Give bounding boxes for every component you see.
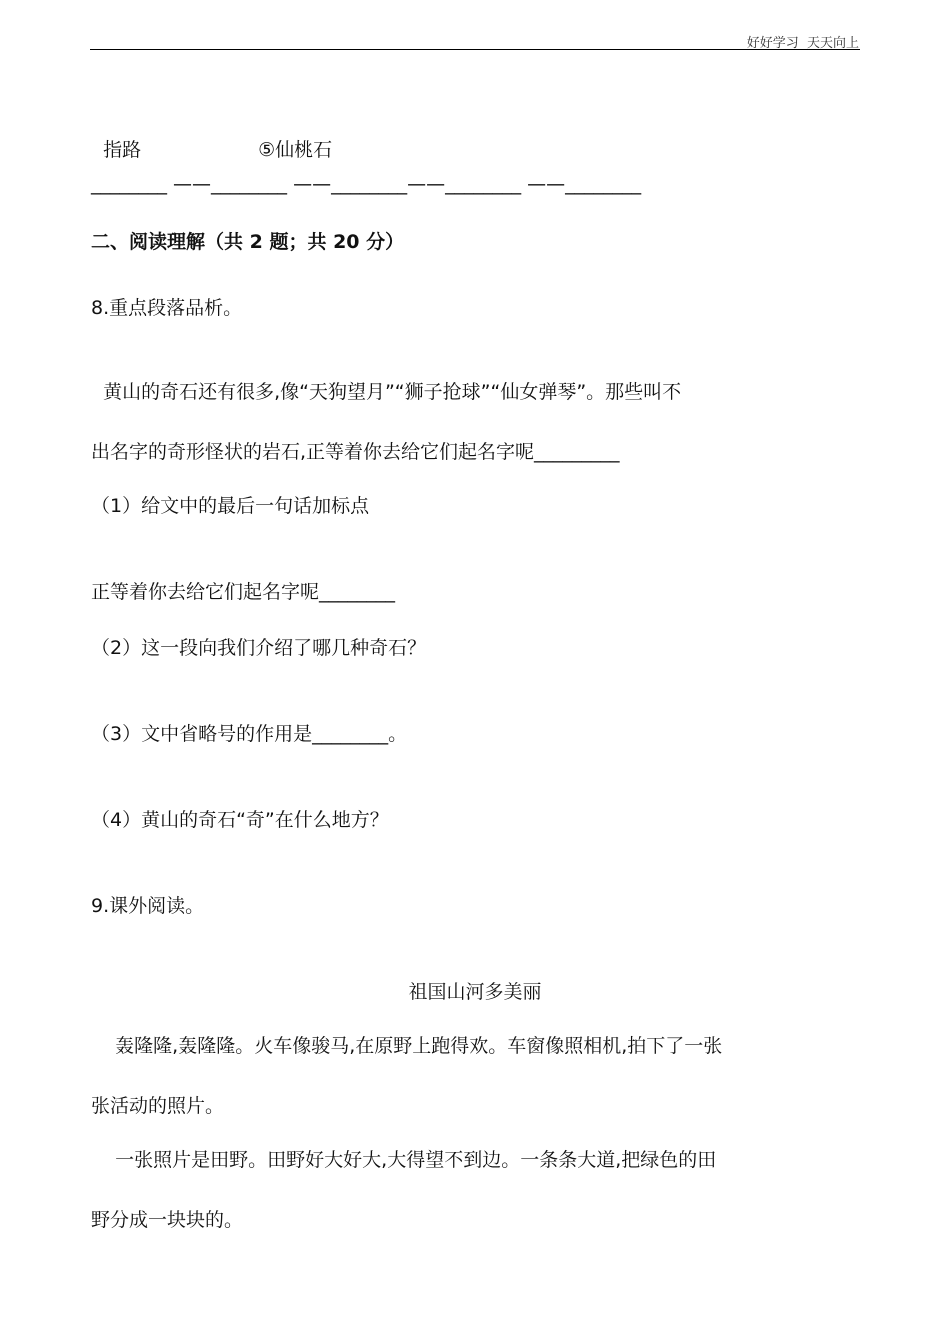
answer-right-label: ⑤仙桃石 xyxy=(258,139,333,161)
sub-question-3: （3）文中省略号的作用是________。 xyxy=(91,723,408,745)
section-title: 二、阅读理解（共 2 题；共 20 分） xyxy=(91,231,405,253)
sub-question-2: （2）这一段向我们介绍了哪几种奇石？ xyxy=(91,637,427,659)
answer-row-1 xyxy=(91,114,332,162)
header-divider xyxy=(90,49,860,50)
sub-question-4: （4）黄山的奇石“奇”在什么地方？ xyxy=(91,809,389,831)
article-paragraph-1-line-1: 轰隆隆,轰隆隆。火车像骏马,在原野上跑得欢。车窗像照相机,拍下了一张 xyxy=(91,1035,723,1057)
blank-sequence-line: ________ ——________ ——________——________ ——________ xyxy=(91,173,642,195)
sub-question-1-answer: 正等着你去给它们起名字呢________ xyxy=(91,581,396,603)
sub-question-1: （1）给文中的最后一句话加标点 xyxy=(91,495,370,517)
article-paragraph-1-line-2: 张活动的照片。 xyxy=(91,1095,225,1117)
page-header-motto: 好好学习 天天向上 xyxy=(746,36,859,51)
paragraph-1-line-1: 黄山的奇石还有很多,像“天狗望月”“狮子抢球”“仙女弹琴”。那些叫不 xyxy=(91,381,682,403)
article-paragraph-2-line-2: 野分成一块块的。 xyxy=(91,1209,244,1231)
question-9-title: 9.课外阅读。 xyxy=(91,895,205,917)
question-8-title: 8.重点段落品析。 xyxy=(91,297,243,319)
paragraph-1-line-2: 出名字的奇形怪状的岩石,正等着你去给它们起名字呢_________ xyxy=(91,441,620,463)
answer-left-label: 指路 xyxy=(103,139,142,161)
article-paragraph-2-line-1: 一张照片是田野。田野好大好大,大得望不到边。一条条大道,把绿色的田 xyxy=(91,1149,717,1171)
article-title: 祖国山河多美丽 xyxy=(408,981,542,1003)
